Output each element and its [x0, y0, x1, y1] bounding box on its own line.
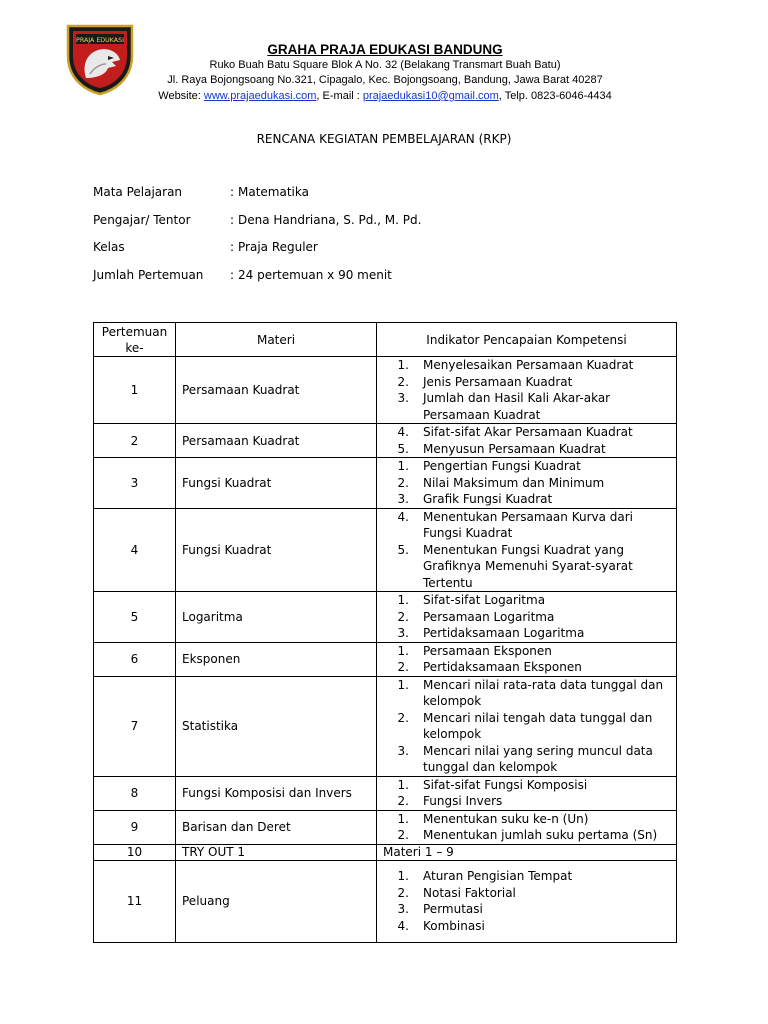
table-row — [94, 860, 677, 942]
indicator-number: 4. — [397, 918, 409, 933]
meeting-number: 11 — [94, 860, 176, 942]
indicator-item — [383, 357, 670, 374]
table-row — [94, 844, 677, 860]
indicator-cell — [377, 642, 677, 676]
material-cell: Barisan dan Deret — [176, 810, 377, 844]
meeting-number: 8 — [94, 776, 176, 810]
info-row-subject — [93, 185, 421, 213]
meeting-number: 9 — [94, 810, 176, 844]
indicator-number: 2. — [397, 660, 409, 674]
indicator-number: 4. — [397, 425, 409, 439]
info-block — [93, 185, 421, 295]
indicator-text: Mencari nilai yang sering muncul data tunggal dan kelompok — [423, 743, 653, 774]
table-row — [94, 592, 677, 643]
contact-line — [150, 90, 620, 102]
info-label: Pengajar/ Tentor — [93, 212, 191, 227]
indicator-number: 3. — [397, 391, 409, 405]
material-cell: Fungsi Kuadrat — [176, 508, 377, 592]
indicator-text: Jumlah dan Hasil Kali Akar-akar Persamaan Kuadrat — [423, 391, 611, 422]
indicator-item — [383, 743, 670, 776]
indicator-cell — [377, 776, 677, 810]
indicator-number: 4. — [397, 509, 409, 524]
indicator-item — [383, 592, 670, 609]
indicator-text: Menentukan Fungsi Kuadrat yang Grafiknya Memenuhi Syarat-syarat Tertentu — [423, 542, 633, 590]
header-indicator: Indikator Pencapaian Kompetensi — [377, 323, 677, 357]
website-link[interactable]: www.prajaedukasi.com — [203, 90, 317, 102]
indicator-number: 1. — [397, 643, 409, 658]
material-cell: Fungsi Komposisi dan Invers — [176, 776, 377, 810]
indicator-number: 1. — [397, 677, 409, 692]
indicator-text: Grafik Fungsi Kuadrat — [423, 492, 553, 506]
indicator-text: Sifat-sifat Akar Persamaan Kuadrat — [423, 425, 633, 439]
meeting-number: 3 — [94, 458, 176, 509]
indicator-text: Jenis Persamaan Kuadrat — [423, 374, 573, 389]
indicator-cell — [377, 676, 677, 776]
header-meeting: Pertemuan ke- — [94, 323, 176, 357]
indicator-number: 2. — [397, 609, 409, 624]
indicator-cell: Materi 1 – 9 — [377, 844, 677, 860]
indicator-item — [383, 885, 670, 902]
indicator-item — [383, 424, 670, 441]
table-row — [94, 508, 677, 592]
indicator-text: Menentukan suku ke-n (Un) — [423, 811, 589, 826]
table-row — [94, 357, 677, 424]
indicator-item — [383, 659, 670, 676]
indicator-text: Sifat-sifat Logaritma — [423, 593, 546, 607]
indicator-number: 2. — [397, 794, 409, 808]
address-line-1: Ruko Buah Batu Square Blok A No. 32 (Belakang Transmart Buah Batu) — [209, 59, 561, 71]
indicator-number: 1. — [397, 459, 409, 473]
indicator-number: 1. — [397, 593, 409, 607]
indicator-cell — [377, 458, 677, 509]
rkp-table — [93, 322, 677, 943]
praja-edukasi-logo — [64, 22, 136, 96]
indicator-cell — [377, 508, 677, 592]
indicator-item — [383, 868, 670, 885]
indicator-text: Menentukan jumlah suku pertama (Sn) — [423, 828, 658, 842]
info-value: Praja Reguler — [238, 240, 318, 254]
indicator-number: 3. — [397, 626, 409, 640]
indicator-text: Aturan Pengisian Tempat — [423, 869, 573, 883]
info-value: 24 pertemuan x 90 menit — [238, 267, 392, 282]
indicator-text: Fungsi Invers — [423, 794, 503, 808]
indicator-text: Sifat-sifat Fungsi Komposisi — [423, 777, 588, 792]
indicator-text: Kombinasi — [423, 918, 485, 933]
header-material: Materi — [176, 323, 377, 357]
meeting-number: 7 — [94, 676, 176, 776]
info-row-teacher — [93, 213, 421, 241]
indicator-item — [383, 509, 670, 542]
indicator-cell — [377, 357, 677, 424]
indicator-text: Mencari nilai rata-rata data tunggal dan kelompok — [423, 677, 664, 708]
material-cell: Eksponen — [176, 642, 377, 676]
indicator-number: 2. — [397, 885, 409, 900]
indicator-text: Persamaan Logaritma — [423, 609, 555, 624]
material-cell: Fungsi Kuadrat — [176, 458, 377, 509]
institution-name: GRAHA PRAJA EDUKASI BANDUNG — [267, 42, 503, 57]
info-separator: : — [230, 240, 235, 254]
email-link[interactable]: prajaedukasi10@gmail.com — [362, 90, 499, 102]
material-cell: Persamaan Kuadrat — [176, 424, 377, 458]
indicator-item — [383, 374, 670, 391]
indicator-text: Persamaan Eksponen — [423, 643, 552, 658]
meeting-number: 10 — [94, 844, 176, 860]
indicator-text: Menyelesaikan Persamaan Kuadrat — [423, 358, 634, 372]
indicator-item — [383, 625, 670, 642]
indicator-number: 5. — [397, 542, 409, 557]
website-label: Website: — [158, 90, 204, 102]
indicator-item — [383, 441, 670, 458]
indicator-text: Pertidaksamaan Eksponen — [423, 660, 582, 674]
indicator-item — [383, 811, 670, 828]
indicator-number: 1. — [397, 869, 409, 883]
meeting-number: 5 — [94, 592, 176, 643]
indicator-cell — [377, 592, 677, 643]
indicator-item — [383, 643, 670, 660]
indicator-text: Menyusun Persamaan Kuadrat — [423, 441, 606, 456]
indicator-item — [383, 918, 670, 935]
indicator-number: 1. — [397, 358, 409, 372]
indicator-item — [383, 901, 670, 918]
indicator-item — [383, 475, 670, 492]
indicator-text: Pengertian Fungsi Kuadrat — [423, 459, 581, 473]
info-label: Kelas — [93, 240, 125, 254]
address-line-2: Jl. Raya Bojongsoang No.321, Cipagalo, Kec. Bojongsoang, Bandung, Jawa Barat 40287 — [167, 74, 603, 86]
indicator-item — [383, 491, 670, 508]
table-row — [94, 458, 677, 509]
indicator-number: 2. — [397, 374, 409, 389]
indicator-item — [383, 609, 670, 626]
indicator-cell — [377, 424, 677, 458]
indicator-cell — [377, 810, 677, 844]
document-title: RENCANA KEGIATAN PEMBELAJARAN (RKP) — [256, 132, 512, 146]
indicator-number: 1. — [397, 777, 409, 792]
email-label: , E-mail : — [316, 90, 363, 102]
indicator-text: Pertidaksamaan Logaritma — [423, 626, 585, 640]
indicator-cell — [377, 860, 677, 942]
indicator-number: 3. — [397, 743, 409, 758]
info-value: Matematika — [238, 185, 309, 199]
material-cell: Peluang — [176, 860, 377, 942]
table-row — [94, 776, 677, 810]
info-row-class — [93, 240, 421, 268]
indicator-item — [383, 677, 670, 710]
indicator-item — [383, 710, 670, 743]
indicator-item — [383, 827, 670, 844]
logo-lettering: PRAJA EDUKASI — [76, 37, 124, 44]
meeting-number: 1 — [94, 357, 176, 424]
info-separator: : — [230, 267, 235, 282]
indicator-number: 3. — [397, 902, 409, 916]
phone-number: , Telp. 0823-6046-4434 — [498, 90, 612, 102]
material-cell: Logaritma — [176, 592, 377, 643]
indicator-number: 1. — [397, 811, 409, 826]
indicator-text: Mencari nilai tengah data tunggal dan kelompok — [423, 710, 653, 741]
info-row-meetings — [93, 268, 421, 296]
meeting-number: 6 — [94, 642, 176, 676]
info-value: Dena Handriana, S. Pd., M. Pd. — [238, 212, 422, 227]
indicator-item — [383, 458, 670, 475]
indicator-item — [383, 542, 670, 592]
indicator-number: 2. — [397, 828, 409, 842]
meeting-number: 4 — [94, 508, 176, 592]
indicator-text: Menentukan Persamaan Kurva dari Fungsi Kuadrat — [423, 509, 634, 540]
material-cell: Persamaan Kuadrat — [176, 357, 377, 424]
indicator-item — [383, 777, 670, 794]
indicator-item — [383, 390, 670, 423]
table-row — [94, 642, 677, 676]
table-row — [94, 676, 677, 776]
info-label: Jumlah Pertemuan — [93, 267, 204, 282]
info-separator: : — [230, 212, 235, 227]
indicator-number: 5. — [397, 441, 409, 456]
info-label: Mata Pelajaran — [93, 185, 183, 199]
table-header-row — [94, 323, 677, 357]
indicator-item — [383, 793, 670, 810]
indicator-number: 2. — [397, 475, 409, 490]
material-cell: Statistika — [176, 676, 377, 776]
indicator-text: Notasi Faktorial — [423, 885, 516, 900]
table-row — [94, 810, 677, 844]
material-cell: TRY OUT 1 — [176, 844, 377, 860]
table-body — [94, 357, 677, 943]
indicator-text: Permutasi — [423, 902, 483, 916]
meeting-number: 2 — [94, 424, 176, 458]
info-separator: : — [230, 185, 235, 199]
indicator-number: 2. — [397, 710, 409, 725]
indicator-text: Nilai Maksimum dan Minimum — [423, 475, 605, 490]
table-row — [94, 424, 677, 458]
indicator-number: 3. — [397, 492, 409, 506]
